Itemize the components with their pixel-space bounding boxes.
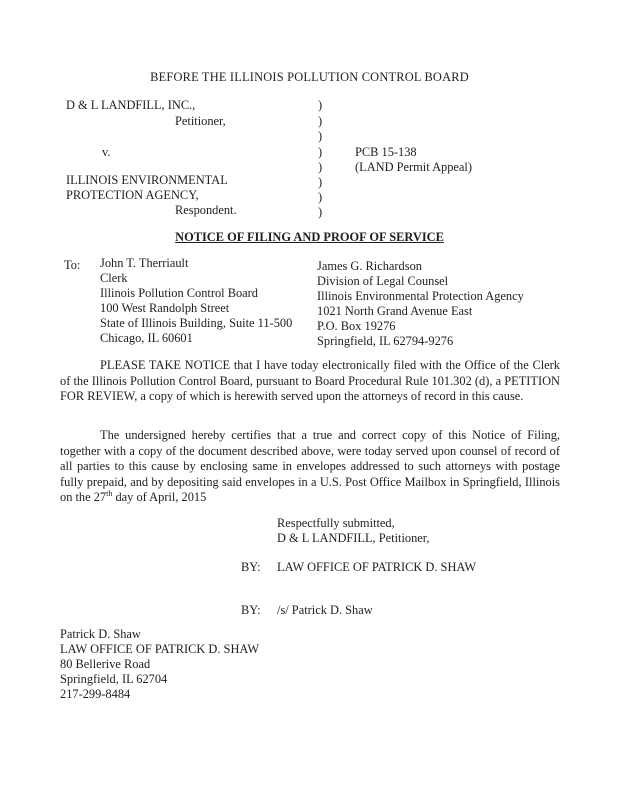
caption-paren: ) xyxy=(318,145,323,159)
certification-date: day of April, 2015 xyxy=(112,490,207,505)
attorney-line: 80 Bellerive Road xyxy=(60,657,151,671)
respondent-name-line2: PROTECTION AGENCY, xyxy=(66,188,199,202)
case-number: PCB 15-138 xyxy=(355,145,417,159)
recipient-line: Chicago, IL 60601 xyxy=(100,331,193,345)
caption-paren: ) xyxy=(318,98,323,112)
recipient-line: 1021 North Grand Avenue East xyxy=(317,304,473,318)
versus-label: v. xyxy=(102,145,111,159)
recipient-line: 100 West Randolph Street xyxy=(100,301,230,315)
electronic-signature: /s/ Patrick D. Shaw xyxy=(277,603,373,617)
recipient-line: State of Illinois Building, Suite 11-500 xyxy=(100,316,293,330)
to-label: To: xyxy=(64,258,81,272)
certification-paragraph xyxy=(60,428,560,506)
by-label: BY: xyxy=(241,560,261,574)
attorney-line: Springfield, IL 62704 xyxy=(60,672,168,686)
caption-paren: ) xyxy=(318,160,323,174)
recipient-line: P.O. Box 19276 xyxy=(317,319,396,333)
recipient-line: John T. Therriault xyxy=(100,256,189,270)
attorney-line: 217-299-8484 xyxy=(60,687,131,701)
respondent-name-line1: ILLINOIS ENVIRONMENTAL xyxy=(66,173,228,187)
by-label: BY: xyxy=(241,603,261,617)
caption-paren: ) xyxy=(318,190,323,204)
law-office-signature: LAW OFFICE OF PATRICK D. SHAW xyxy=(277,560,477,574)
petitioner-role: Petitioner, xyxy=(175,114,226,128)
recipient-line: Clerk xyxy=(100,271,128,285)
notice-paragraph: PLEASE TAKE NOTICE that I have today electronically filed with the Office of the Clerk of the Illinois Pollution Control Board, pursuant to Board Procedural Rule 101.302 (d), a PETITION FOR REVIEW, a copy of which is herewith served upon the attorneys of record in this cause. xyxy=(60,358,560,404)
caption-paren: ) xyxy=(318,205,323,219)
caption-paren: ) xyxy=(318,114,323,128)
recipient-line: Illinois Environmental Protection Agency xyxy=(317,289,524,303)
respectfully-submitted: Respectfully submitted, xyxy=(277,516,395,530)
recipient-line: Illinois Pollution Control Board xyxy=(100,286,258,300)
case-type: (LAND Permit Appeal) xyxy=(355,160,472,174)
caption-paren: ) xyxy=(318,175,323,189)
signing-party: D & L LANDFILL, Petitioner, xyxy=(277,531,430,545)
recipient-line: James G. Richardson xyxy=(317,259,422,273)
recipient-line: Springfield, IL 62794-9276 xyxy=(317,334,454,348)
certification-text: The undersigned hereby certifies that a true and correct copy of this Notice of Filing, together with a copy of the document described above, were today served upon counsel of record of all parties to this cause by enclosing same in envelopes addressed to such attorneys with postage fully prepaid, and by depositing said envelopes in a U.S. Post Office Mailbox in Springfield, Illinois on the 27 xyxy=(60,428,560,505)
date-superscript: th xyxy=(106,489,113,499)
attorney-line: Patrick D. Shaw xyxy=(60,627,141,641)
recipient-line: Division of Legal Counsel xyxy=(317,274,449,288)
document-title: NOTICE OF FILING AND PROOF OF SERVICE xyxy=(175,230,444,244)
attorney-line: LAW OFFICE OF PATRICK D. SHAW xyxy=(60,642,260,656)
caption-paren: ) xyxy=(318,129,323,143)
respondent-role: Respondent. xyxy=(175,203,237,217)
petitioner-name: D & L LANDFILL, INC., xyxy=(66,98,196,112)
board-heading: BEFORE THE ILLINOIS POLLUTION CONTROL BOARD xyxy=(150,70,469,84)
